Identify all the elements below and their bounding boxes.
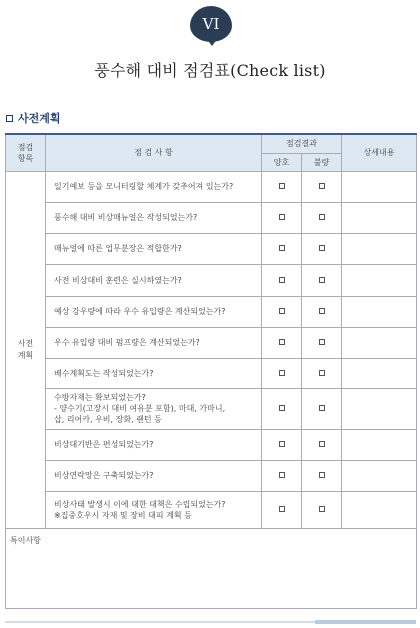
result-good-checkbox[interactable] [279, 277, 285, 283]
checklist-row [6, 264, 417, 296]
header-result-group: 점검결과 [262, 134, 342, 153]
checklist-row [6, 202, 417, 233]
section-heading [6, 110, 61, 126]
result-good-cell [262, 491, 302, 528]
checklist-item-line1: 매뉴얼에 따른 업무분장은 적합한가? [54, 244, 182, 253]
chapter-number: VI [202, 15, 220, 33]
checklist-item-line1: 우수 유입량 대비 펌프량은 계산되었는가? [54, 338, 200, 347]
result-bad-checkbox[interactable] [319, 214, 325, 220]
details-cell[interactable] [342, 233, 417, 264]
checklist-table [5, 133, 417, 609]
checklist-item [46, 491, 262, 528]
checklist-item-line1: 수방자재는 확보되었는가? [54, 393, 146, 402]
checklist-row [6, 171, 417, 202]
checklist-item-line1: 비상연락망은 구축되었는가? [54, 471, 154, 480]
checklist-item-line3: 삽, 리어카, 우비, 장화, 랜턴 등 [54, 415, 162, 424]
result-good-cell [262, 327, 302, 358]
result-bad-checkbox[interactable] [319, 308, 325, 314]
result-bad-cell [302, 264, 342, 296]
section-title: 사전계획 [18, 112, 61, 125]
result-bad-cell [302, 491, 342, 528]
result-good-checkbox[interactable] [279, 441, 285, 447]
details-cell[interactable] [342, 460, 417, 491]
checklist-row [6, 358, 417, 388]
checklist-row [6, 460, 417, 491]
category-line2: 계획 [17, 350, 34, 360]
details-cell[interactable] [342, 491, 417, 528]
checklist-item [46, 358, 262, 388]
checklist-item-line2: - 양수기(고장시 대비 여유분 포함), 마대, 가마니, [54, 404, 226, 413]
category-cell [6, 171, 46, 528]
result-good-checkbox[interactable] [279, 506, 285, 512]
checklist-item [46, 171, 262, 202]
checklist-item-line1: 일기예보 등을 모니터링할 체계가 갖추어져 있는가? [54, 182, 234, 191]
header-category-line1: 점검 [17, 142, 34, 152]
header-category-line2: 항목 [17, 153, 34, 163]
result-bad-cell [302, 296, 342, 327]
result-good-checkbox[interactable] [279, 245, 285, 251]
header-result-bad: 불량 [302, 153, 342, 171]
result-good-cell [262, 296, 302, 327]
result-bad-checkbox[interactable] [319, 277, 325, 283]
checklist-item-line1: 배수계획도는 작성되었는가? [54, 368, 154, 378]
result-good-cell [262, 202, 302, 233]
result-bad-cell [302, 388, 342, 429]
result-good-cell [262, 233, 302, 264]
notes-cell[interactable] [6, 528, 417, 608]
checklist-item [46, 429, 262, 460]
result-good-cell [262, 264, 302, 296]
result-bad-checkbox[interactable] [319, 370, 325, 376]
details-cell[interactable] [342, 358, 417, 388]
checklist-row [6, 429, 417, 460]
checklist-item [46, 264, 262, 296]
chapter-badge [190, 6, 232, 42]
checklist-item [46, 388, 262, 429]
checklist-row [6, 491, 417, 528]
checklist-item [46, 460, 262, 491]
page-title: 풍수해 대비 점검표(Check list) [94, 61, 326, 80]
result-good-cell [262, 388, 302, 429]
header-category [6, 134, 46, 171]
result-bad-checkbox[interactable] [319, 339, 325, 345]
result-good-checkbox[interactable] [279, 214, 285, 220]
result-good-cell [262, 429, 302, 460]
result-good-checkbox[interactable] [279, 339, 285, 345]
result-good-checkbox[interactable] [279, 405, 285, 411]
result-bad-checkbox[interactable] [319, 441, 325, 447]
square-bullet-icon [6, 115, 13, 122]
checklist-item-line1: 사전 비상대비 훈련은 실시하였는가? [54, 275, 182, 285]
result-bad-checkbox[interactable] [319, 245, 325, 251]
result-good-checkbox[interactable] [279, 308, 285, 314]
notes-label: 특이사항 [10, 535, 41, 545]
result-good-cell [262, 171, 302, 202]
checklist-item-line1: 풍수해 대비 비상매뉴얼은 작성되었는가? [54, 213, 198, 222]
checklist-item-line2: ※집중호우시 자재 및 장비 대피 계획 등 [54, 510, 192, 520]
result-good-checkbox[interactable] [279, 183, 285, 189]
footer-rule [5, 621, 315, 623]
result-bad-checkbox[interactable] [319, 405, 325, 411]
checklist-row [6, 327, 417, 358]
result-good-checkbox[interactable] [279, 370, 285, 376]
details-cell[interactable] [342, 171, 417, 202]
result-bad-cell [302, 460, 342, 491]
details-cell[interactable] [342, 388, 417, 429]
details-cell[interactable] [342, 429, 417, 460]
details-cell[interactable] [342, 264, 417, 296]
result-bad-cell [302, 202, 342, 233]
details-cell[interactable] [342, 327, 417, 358]
result-bad-checkbox[interactable] [319, 472, 325, 478]
checklist-item-line1: 비상사태 발생시 이에 대한 대책은 수립되었는가? [54, 499, 226, 509]
result-good-cell [262, 358, 302, 388]
header-items: 점 검 사 항 [46, 134, 262, 171]
checklist-item [46, 296, 262, 327]
result-bad-cell [302, 429, 342, 460]
result-bad-checkbox[interactable] [319, 183, 325, 189]
result-bad-cell [302, 233, 342, 264]
result-bad-cell [302, 358, 342, 388]
details-cell[interactable] [342, 202, 417, 233]
checklist-item-line1: 비상대기반은 편성되었는가? [54, 440, 154, 449]
chapter-badge-tail [206, 38, 218, 46]
header-details: 상세내용 [342, 134, 417, 171]
result-bad-cell [302, 327, 342, 358]
checklist-item [46, 233, 262, 264]
header-result-good: 양호 [262, 153, 302, 171]
result-bad-checkbox[interactable] [319, 506, 325, 512]
checklist-item [46, 202, 262, 233]
checklist-row [6, 388, 417, 429]
result-good-checkbox[interactable] [279, 472, 285, 478]
details-cell[interactable] [342, 296, 417, 327]
checklist-item-line1: 예상 강우량에 따라 우수 유입량은 계산되었는가? [54, 307, 226, 316]
category-line1: 사전 [17, 338, 34, 348]
footer-accent-rule [315, 620, 416, 624]
result-bad-cell [302, 171, 342, 202]
checklist-row [6, 296, 417, 327]
result-good-cell [262, 460, 302, 491]
checklist-row [6, 233, 417, 264]
checklist-item [46, 327, 262, 358]
